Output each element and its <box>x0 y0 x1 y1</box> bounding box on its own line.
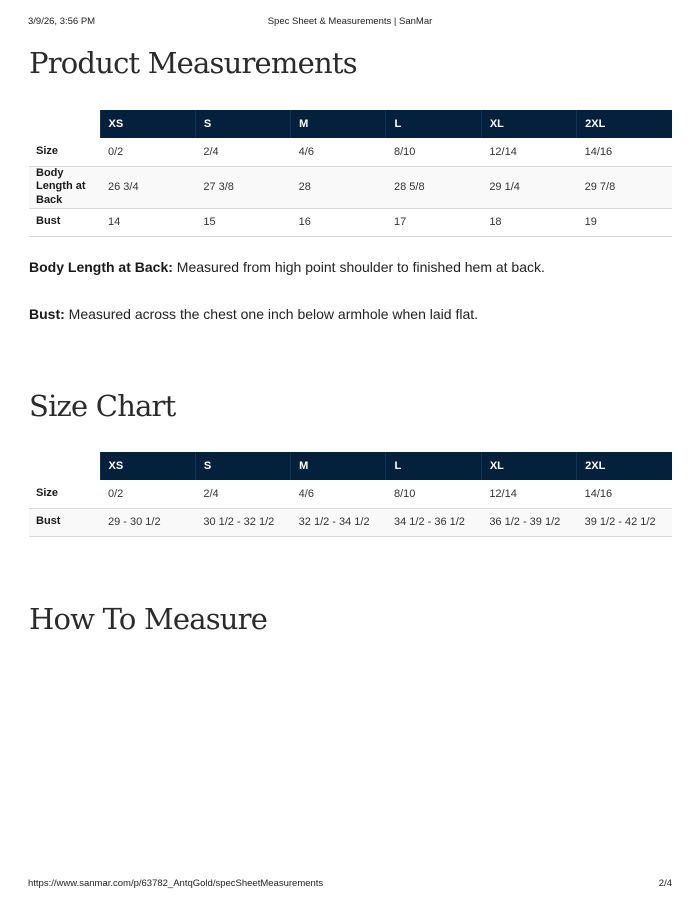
column-header-2xl: 2XL <box>577 110 672 138</box>
row-label: Size <box>29 480 100 508</box>
product-measurements-heading: Product Measurements <box>29 46 357 80</box>
row-label: Body Length at Back <box>29 166 100 208</box>
definition-text: Measured from high point shoulder to finished hem at back. <box>176 259 545 275</box>
measurements-header-row <box>29 110 672 138</box>
size-chart-header-row <box>29 452 672 480</box>
print-footer <box>28 878 672 892</box>
column-header-xs: XS <box>100 110 195 138</box>
table-cell: 29 1/4 <box>481 166 576 208</box>
table-cell: 26 3/4 <box>100 166 195 208</box>
table-cell: 8/10 <box>386 138 481 166</box>
table-row-bust <box>29 508 672 536</box>
definition-text: Measured across the chest one inch below armhole when laid flat. <box>68 306 479 322</box>
table-cell: 12/14 <box>481 138 576 166</box>
size-chart-heading: Size Chart <box>29 389 176 423</box>
table-cell: 14/16 <box>577 480 672 508</box>
table-cell: 0/2 <box>100 480 195 508</box>
table-cell: 36 1/2 - 39 1/2 <box>481 508 576 536</box>
table-cell: 4/6 <box>291 480 386 508</box>
column-header-m: M <box>291 452 386 480</box>
column-header-xl: XL <box>481 452 576 480</box>
table-cell: 30 1/2 - 32 1/2 <box>195 508 290 536</box>
row-label: Bust <box>29 208 100 236</box>
column-header-2xl: 2XL <box>577 452 672 480</box>
table-cell: 14/16 <box>577 138 672 166</box>
table-cell: 29 - 30 1/2 <box>100 508 195 536</box>
print-document-title: Spec Sheet & Measurements | SanMar <box>267 16 433 27</box>
table-cell: 0/2 <box>100 138 195 166</box>
column-header-l: L <box>386 452 481 480</box>
print-date: 3/9/26, 3:56 PM <box>28 16 96 27</box>
table-row-bust <box>29 208 672 236</box>
table-row-size <box>29 138 672 166</box>
column-header-s: S <box>195 452 290 480</box>
definition-body-length <box>29 259 545 275</box>
row-label: Bust <box>29 508 100 536</box>
page-url: https://www.sanmar.com/p/63782_AntqGold/specSheetMeasurements <box>28 878 324 889</box>
table-row-size <box>29 480 672 508</box>
row-label: Size <box>29 138 100 166</box>
table-cell: 12/14 <box>481 480 576 508</box>
how-to-measure-heading: How To Measure <box>29 602 268 636</box>
table-cell: 17 <box>386 208 481 236</box>
table-corner-cell <box>29 452 100 480</box>
table-cell: 34 1/2 - 36 1/2 <box>386 508 481 536</box>
print-header <box>28 16 672 30</box>
column-header-m: M <box>291 110 386 138</box>
table-cell: 2/4 <box>195 480 290 508</box>
column-header-xs: XS <box>100 452 195 480</box>
table-cell: 27 3/8 <box>195 166 290 208</box>
definition-term: Bust: <box>29 306 65 322</box>
table-cell: 16 <box>291 208 386 236</box>
definition-bust <box>29 306 478 322</box>
table-cell: 19 <box>577 208 672 236</box>
product-measurements-table <box>29 110 672 237</box>
table-cell: 18 <box>481 208 576 236</box>
page-number: 2/4 <box>658 878 672 889</box>
table-cell: 8/10 <box>386 480 481 508</box>
table-cell: 28 <box>291 166 386 208</box>
column-header-s: S <box>195 110 290 138</box>
column-header-l: L <box>386 110 481 138</box>
table-cell: 2/4 <box>195 138 290 166</box>
size-chart-table <box>29 452 672 537</box>
table-cell: 32 1/2 - 34 1/2 <box>291 508 386 536</box>
table-cell: 14 <box>100 208 195 236</box>
table-cell: 39 1/2 - 42 1/2 <box>577 508 672 536</box>
table-cell: 29 7/8 <box>577 166 672 208</box>
table-corner-cell <box>29 110 100 138</box>
table-cell: 4/6 <box>291 138 386 166</box>
column-header-xl: XL <box>481 110 576 138</box>
table-cell: 15 <box>195 208 290 236</box>
definition-term: Body Length at Back: <box>29 259 173 275</box>
table-row-body-length <box>29 166 672 208</box>
table-cell: 28 5/8 <box>386 166 481 208</box>
